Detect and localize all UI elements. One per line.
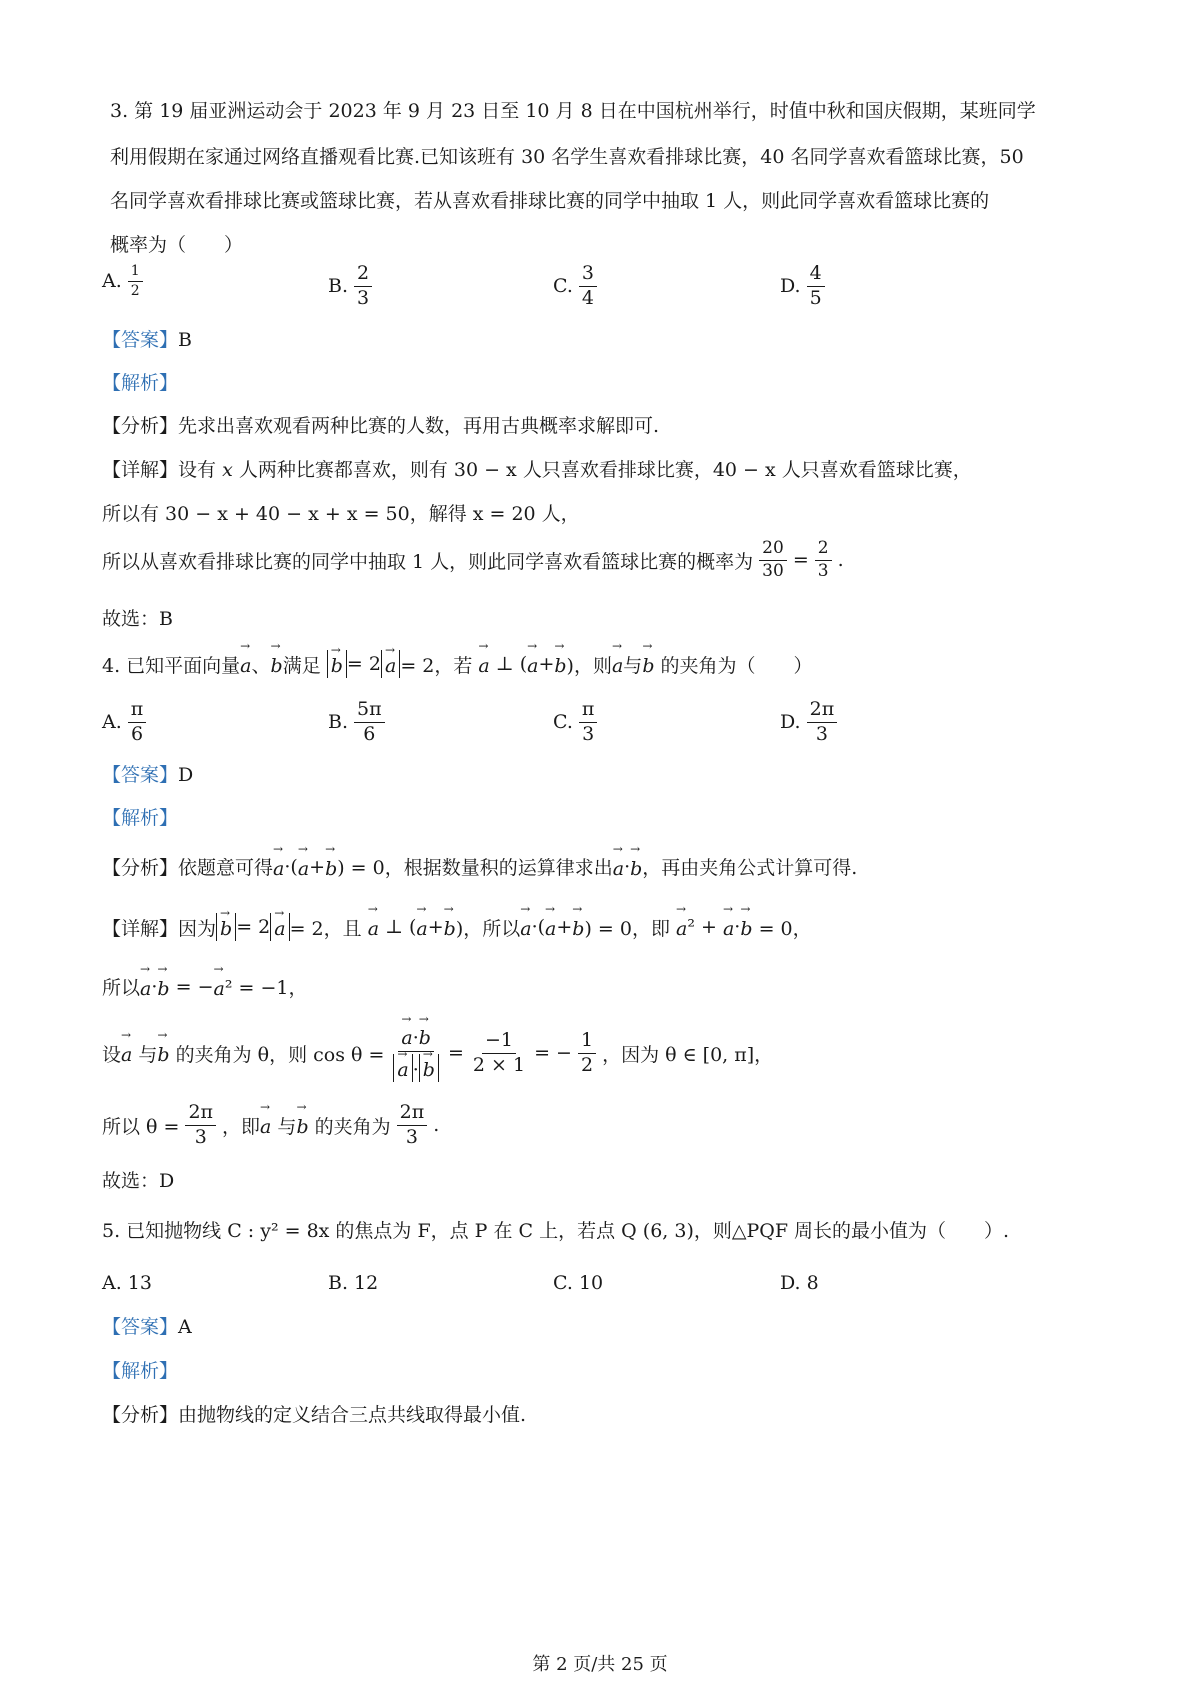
q5-option-c: C. 10 — [553, 1272, 604, 1294]
q5-option-a: A. 13 — [102, 1272, 152, 1294]
q5-answer: 【答案】A — [102, 1316, 192, 1338]
q4-option-b: B. $\frac{5\pi}{6}$ — [328, 700, 391, 745]
cos-fraction: → a·→ b → a ·→ b — [390, 1025, 442, 1082]
q5-fenxi: 【分析】由抛物线的定义结合三点共线取得最小值. — [102, 1404, 527, 1426]
q3-text-line-2: 利用假期在家通过网络直播观看比赛.已知该班有 30 名学生喜欢看排球比赛，40 名同学喜欢看篮球比赛，50 — [110, 146, 1024, 168]
q3-xiangjie-3: 所以从喜欢看排球比赛的同学中抽取 1 人，则此同学喜欢看篮球比赛的概率为 $\frac{20}{30}$ = $\frac{2}{3}$ . — [102, 538, 844, 581]
q4-xiangjie-2: 所以 → a · → b = − → a ² = −1， — [102, 973, 307, 1000]
q3-text-line-3: 名同学喜欢看排球比赛或篮球比赛，若从喜欢看排球比赛的同学中抽取 1 人，则此同学喜欢看篮球比赛的 — [110, 190, 990, 212]
q3-xiangjie-2: 所以有 30 − x + 40 − x + x = 50，解得 x = 20 人， — [102, 503, 580, 525]
q4-option-a: A. $\frac{\pi}{6}$ — [102, 700, 152, 745]
q5-analysis-tag: 【解析】 — [102, 1360, 179, 1382]
q4-xiangjie-3: 设 → a 与 → b 的夹角为 θ，则 cos θ = → a·→ b → a ·→ b = $\frac{-1}{2 \times 1}$ = − $\frac{1}{2}$ ，因为 θ ∈ [0, π]， — [102, 1025, 773, 1082]
q4-answer: 【答案】D — [102, 764, 194, 786]
q3-analysis-tag: 【解析】 — [102, 372, 179, 394]
page-footer: 第 2 页/共 25 页 — [532, 1654, 668, 1675]
q3-fenxi: 【分析】先求出喜欢观看两种比赛的人数，再用古典概率求解即可. — [102, 415, 660, 437]
q3-text-line-4: 概率为（ ） — [110, 234, 244, 256]
q5-text-line-1: 5. 已知抛物线 C : y² = 8x 的焦点为 F，点 P 在 C 上，若点 Q (6, 3)，则△PQF 周长的最小值为（ ）. — [102, 1220, 1010, 1242]
q4-option-d: D. $\frac{2\pi}{3}$ — [780, 700, 843, 745]
q3-text-line-1: 3. 第 19 届亚洲运动会于 2023 年 9 月 23 日至 10 月 8 日在中国杭州举行，时值中秋和国庆假期，某班同学 — [110, 100, 1036, 122]
q5-option-b: B. 12 — [328, 1272, 379, 1294]
q4-choose: 故选：D — [102, 1170, 175, 1192]
q4-text-line-1: 4. 已知平面向量 → a 、 → b 满足 → b = 2 → a = 2，若 → a ⊥ ( → a + → b )，则 → a 与 → b 的夹角为（ ） — [102, 650, 813, 678]
q4-option-c: C. $\frac{\pi}{3}$ — [553, 700, 603, 745]
q3-answer: 【答案】B — [102, 329, 192, 351]
q4-xiangjie-1: 【详解】 因为 → b = 2 → a = 2，且 → a ⊥ ( → a + → b )，所以 → a ·( → a + → b ) = 0，即 → a ² + → a · → b = 0， — [102, 913, 812, 941]
q4-fenxi: 【分析】 依题意可得 → a ·( → a + → b ) = 0，根据数量积的运算律求出 → a · → b ，再由夹角公式计算可得. — [102, 853, 857, 880]
vector-b: → b — [271, 651, 283, 677]
q3-choose: 故选：B — [102, 608, 173, 630]
q3-xiangjie-1: 【详解】设有 x 人两种比赛都喜欢，则有 30 − x 人只喜欢看排球比赛，40 − x 人只喜欢看篮球比赛， — [102, 459, 972, 481]
vector-a: → a — [240, 651, 251, 677]
answer-tag: 【答案】 — [102, 329, 179, 351]
q5-option-d: D. 8 — [780, 1272, 819, 1294]
q3-option-b: B. $\frac{2}{3}$ — [328, 264, 378, 309]
q4-xiangjie-4: 所以 θ = $\frac{2\pi}{3}$ ，即 → a 与 → b 的夹角为 $\frac{2\pi}{3}$ . — [102, 1103, 439, 1148]
q3-option-c: C. $\frac{3}{4}$ — [553, 264, 603, 309]
q3-option-a: A. $\frac{1}{2}$ — [102, 264, 149, 298]
q4-analysis-tag: 【解析】 — [102, 807, 179, 829]
q3-option-d: D. $\frac{4}{5}$ — [780, 264, 831, 309]
